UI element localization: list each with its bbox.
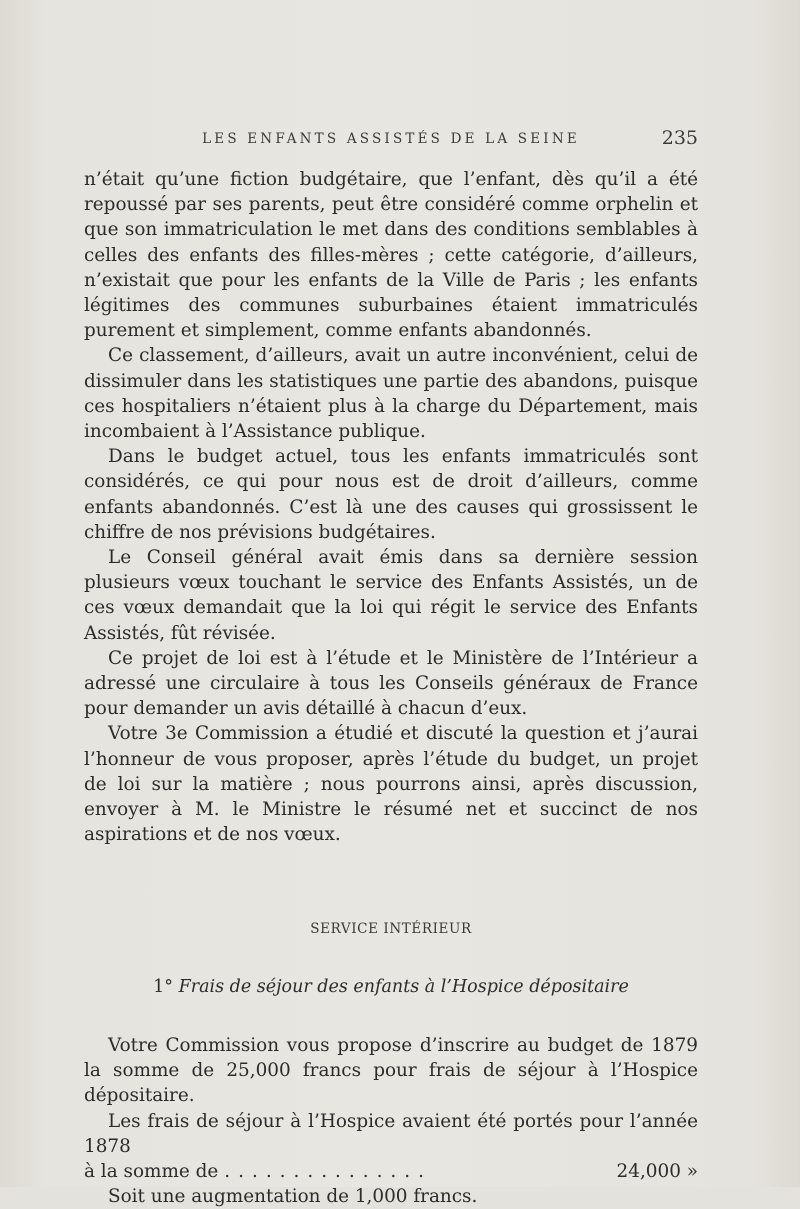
section-subtitle — [84, 975, 698, 1000]
running-title: LES ENFANTS ASSISTÉS DE LA SEINE — [202, 131, 580, 147]
running-head — [84, 127, 698, 151]
paragraph: Les frais de séjour à l’Hospice avaient été portés pour l’année 1878 — [84, 1110, 698, 1157]
amount-label: à la somme de — [84, 1160, 219, 1182]
amount-value: 24,000 » — [616, 1160, 698, 1182]
paragraph: Dans le budget actuel, tous les enfants immatriculés sont considérés, ce qui pour nous est de droit d’ailleurs, comme enfants abandonnés. C’est là une des causes qui grossissent le chiffre de nos prévisions budgétaires. — [84, 446, 698, 543]
amount-line — [84, 1159, 698, 1184]
paragraph: Votre 3e Commission a étudié et discuté la question et j’aurai l’honneur de vous proposer, après l’étude du budget, un projet de loi sur la matière ; nous pourrons ainsi, après discussion, envoyer à M. le Ministre le résumé net et succinct de nos aspirations et de nos vœux. — [84, 723, 698, 846]
subtitle-text: Frais de séjour des enfants à l’Hospice dépositaire — [178, 976, 629, 997]
paragraph: Le Conseil général avait émis dans sa dernière session plusieurs vœux touchant le service des Enfants Assistés, un de ces vœux demandait que la loi qui régit le service des Enfants Assistés, fût révisée. — [84, 547, 698, 644]
paragraph: Ce projet de loi est à l’étude et le Ministère de l’Intérieur a adressé une circulaire à tous les Conseils généraux de France pour demander un avis détaillé à chacun d’eux. — [84, 647, 698, 720]
body-text — [84, 167, 698, 1209]
dot-leader: ............... — [224, 1160, 432, 1182]
section-title: SERVICE INTÉRIEUR — [310, 921, 472, 938]
paragraph: n’était qu’une fiction budgétaire, que l’enfant, dès qu’il a été repoussé par ses parents, peut être considéré comme orphelin et que son immatriculation le met dans des conditions semblables à celles des enfants des filles-mères ; cette catégorie, d’ailleurs, n’existait que pour les enfants de la Ville de Paris ; les enfants légitimes des communes suburbaines étaient immatriculés purement et simplement, comme enfants abandonnés. — [84, 169, 698, 342]
subtitle-number: 1° — [153, 976, 173, 997]
paragraph: Soit une augmentation de 1,000 francs. — [108, 1186, 478, 1208]
paragraph: Ce classement, d’ailleurs, avait un autre inconvénient, celui de dissimuler dans les statistiques une partie des abandons, puisque ces hospitaliers n’étaient plus à la charge du Département, mais incombaient à l’Assistance publique. — [84, 345, 698, 443]
page-number: 235 — [661, 127, 698, 149]
paragraph: Votre Commission vous propose d’inscrire au budget de 1879 la somme de 25,000 francs pour frais de séjour à l’Hospice dépositaire. — [84, 1034, 698, 1107]
